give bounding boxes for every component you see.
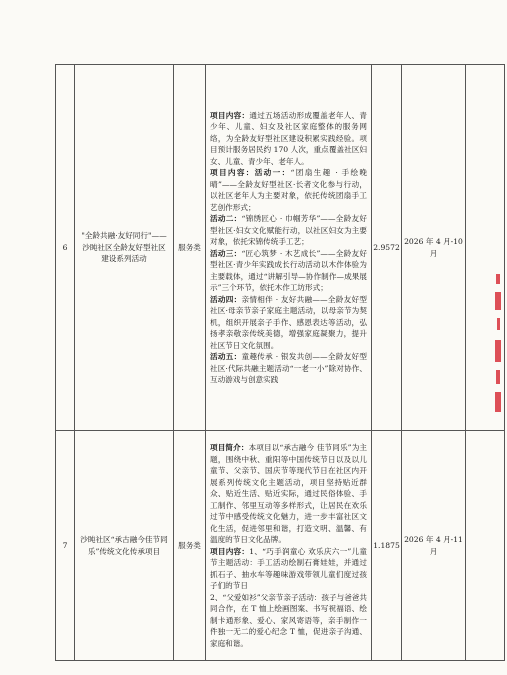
- content-label: 项目简介：: [210, 443, 249, 452]
- content-paragraph: [210, 592, 367, 650]
- project-table: [55, 64, 505, 661]
- project-amount: 1.1875: [372, 431, 402, 661]
- content-label: 项目内容：活动一：: [210, 168, 291, 177]
- content-paragraph: [210, 167, 367, 213]
- content-label: 活动四：: [210, 294, 242, 304]
- project-name: "全龄共融·友好同行"——沙盹社区全龄友好型社区建设系列活动: [75, 65, 174, 431]
- content-text: 2、“父爱如衫”父亲节亲子活动：孩子与爸爸共同合作，在 T 恤上绘画图案、书写祝福语、绘制卡通形象、爱心、家风寄语等，亲手制作一件独一无二的爱心纪念 T 恤，促进亲子沟通、家庭和谐。: [210, 592, 367, 648]
- content-paragraph: [210, 248, 367, 294]
- content-paragraph: [210, 546, 367, 592]
- content-paragraph: [210, 442, 367, 546]
- content-paragraph: [210, 110, 367, 168]
- project-time: 2026 年 4 月-10 月: [402, 65, 466, 431]
- red-seal-stamp: [492, 270, 504, 420]
- content-text: 童趣传承 · 银发共创——全龄友好型社区·代际共融主题活动“一老一小”除对协作、互动游戏与创意实践: [210, 352, 367, 384]
- content-paragraph: [210, 213, 367, 248]
- content-label: 项目内容：: [210, 546, 250, 556]
- content-paragraph: [210, 294, 367, 352]
- content-text: 本项目以“承古融今 佳节同乐”为主题，围绕中秋、重阳等中国传统节日以及以儿童节、父亲节、国庆节等现代节日在社区内开展系列传统文化主题活动，项目坚持贴近群众、贴近生活、贴近实际，通过民俗体验、手工制作、邻里互动等多样形式，让居民在欢乐过节中感受传统文化魅力，进一步丰富社区文化生活，促进邻里和谐，打造文明、温馨、有温度的节日文化品牌。: [210, 443, 367, 544]
- project-time: 2026 年 4 月-11 月: [402, 431, 466, 661]
- table-row: [56, 431, 505, 661]
- project-type: 服务类: [174, 431, 206, 661]
- table-row: [56, 65, 505, 431]
- content-label: 活动三：: [210, 248, 242, 258]
- row-number: 7: [56, 431, 75, 661]
- row-number: 6: [56, 65, 75, 431]
- content-text: “锦绣匠心 · 巾帼芳华”——全龄友好型社区·妇女文化赋能行动，以社区妇女为主要对象，依托宋锦传统手工艺；: [210, 214, 367, 246]
- content-paragraph: [210, 351, 367, 386]
- content-label: 项目内容：: [210, 110, 250, 120]
- project-name: 沙盹社区“承古融今佳节同乐”传统文化传承项目: [75, 431, 174, 661]
- project-content: [206, 65, 372, 431]
- content-text: 通过五场活动形成覆盖老年人、青少年、儿童、妇女及社区家庭整体的服务网络，为全龄友好型社区建设积累实践经验。项目预计服务居民约 170 人次，重点覆盖社区妇女、儿童、青少年、老年人。: [210, 110, 368, 166]
- content-text: “匠心筑梦 · 木艺成长”——全龄友好型社区·青少年实践成长行动活动以木作体验为主要载体，通过“讲解引导—协作制作—成果展示”三个环节，依托木作工坊形式；: [210, 248, 367, 292]
- project-type: 服务类: [174, 65, 206, 431]
- content-text: 亲情相伴 · 友好共融——全龄友好型社区·母亲节亲子家庭主题活动，以母亲节为契机，组织开展亲子手作、感恩表达等活动，弘扬孝亲敬亲传统美德，增强家庭凝聚力，提升社区节日文化氛围。: [210, 294, 367, 350]
- project-amount: 2.9572: [372, 65, 402, 431]
- content-label: 活动二：: [210, 214, 242, 223]
- content-text: 1、“巧手润童心 欢乐庆六一”儿童节主题活动：手工活动绘制石膏娃娃，并通过抓石子、抽水车等趣味游戏带领儿童们度过孩子们的节日: [210, 546, 367, 590]
- content-text: “团扇生趣 · 手绘晚晴”——全龄友好型社区·长者文化参与行动，以社区老年人为主要对象，依托传统团扇手工艺创作形式；: [210, 168, 367, 212]
- content-label: 活动五：: [210, 352, 242, 361]
- project-content: [206, 431, 372, 661]
- empty-cell: [466, 431, 505, 661]
